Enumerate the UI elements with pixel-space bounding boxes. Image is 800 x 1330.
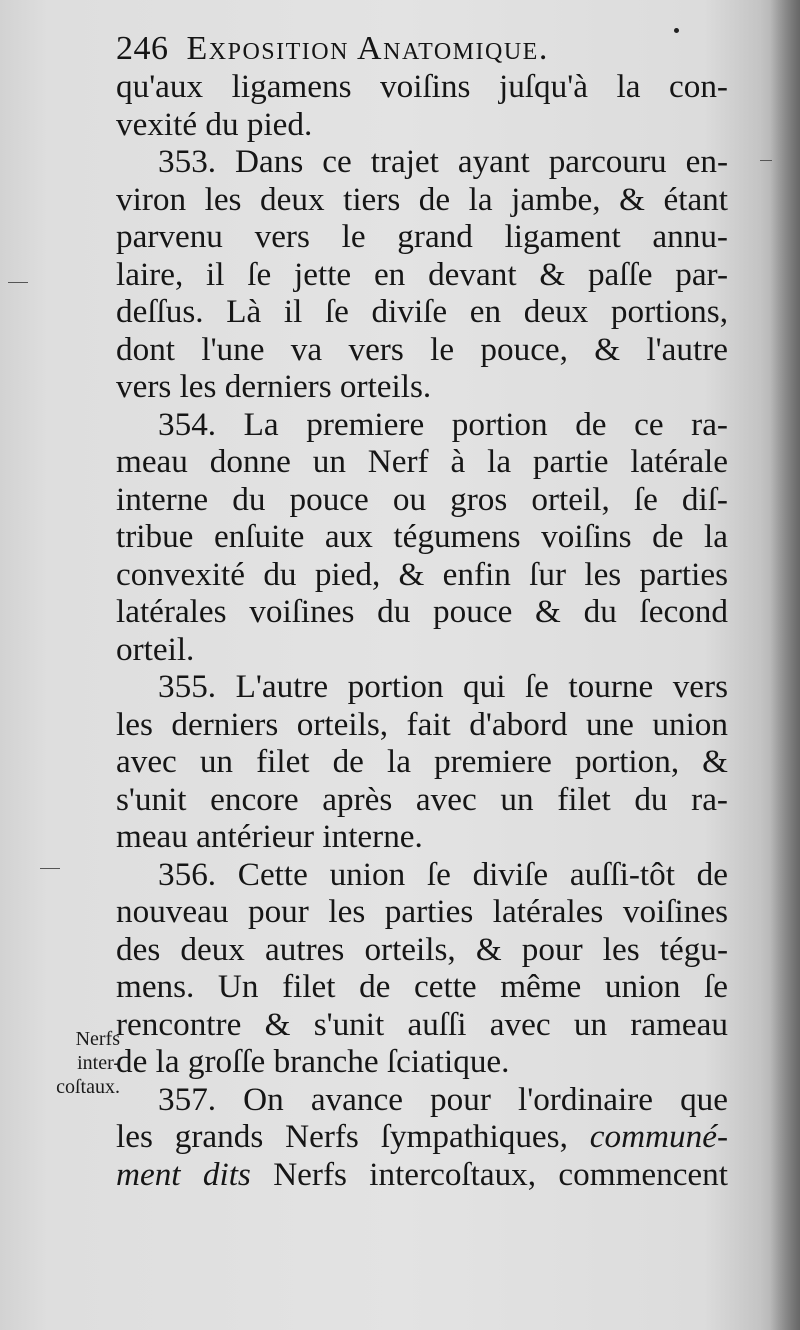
page-number: 246 bbox=[116, 30, 169, 67]
text-line: 355. L'autre portion qui ſe tourne vers bbox=[158, 668, 728, 705]
text-line: tribue enſuite aux tégumens voiſins de la bbox=[116, 518, 728, 555]
running-head bbox=[116, 30, 549, 68]
text-line: mens. Un filet de cette même union ſe bbox=[116, 968, 728, 1005]
margin-mark bbox=[760, 160, 772, 161]
text-line: avec un filet de la premiere portion, & bbox=[116, 743, 728, 780]
text-line: orteil. bbox=[116, 630, 195, 668]
text-line: meau antérieur interne. bbox=[116, 818, 423, 855]
text-line: 353. Dans ce trajet ayant parcouru en- bbox=[158, 143, 728, 180]
text-line: laire, il ſe jette en devant & paſſe par- bbox=[116, 255, 728, 293]
text-line: des deux autres orteils, & pour les tégu- bbox=[116, 930, 728, 968]
text-line: parvenu vers le grand ligament annu- bbox=[116, 218, 728, 255]
text-line: 356. Cette union ſe diviſe auſſi-tôt de bbox=[158, 855, 728, 893]
text-line: les grands Nerfs ſympathiques, communé- bbox=[116, 1118, 728, 1155]
margin-note-line: inter- bbox=[77, 1052, 120, 1074]
text-line: rencontre & s'unit auſſi avec un rameau bbox=[116, 1005, 728, 1043]
margin-mark bbox=[8, 282, 28, 283]
text-line: s'unit encore après avec un filet du ra- bbox=[116, 780, 728, 818]
text-line: vexité du pied. bbox=[116, 105, 313, 143]
text-line: dont l'une va vers le pouce, & l'autre bbox=[116, 330, 728, 368]
page-edge-shadow bbox=[770, 0, 800, 1330]
text-line: les derniers orteils, fait d'abord une union bbox=[116, 705, 728, 743]
text-line: latérales voiſines du pouce & du ſecond bbox=[116, 593, 728, 630]
text-line: vers les derniers orteils. bbox=[116, 368, 432, 405]
margin-note-line: Nerfs bbox=[75, 1028, 120, 1050]
text-line: interne du pouce ou gros orteil, ſe diſ- bbox=[116, 480, 728, 518]
text-line: deſſus. Là il ſe diviſe en deux portions, bbox=[116, 293, 728, 330]
text-line: 354. La premiere portion de ce ra- bbox=[158, 405, 728, 443]
text-line: nouveau pour les parties latérales voiſines bbox=[116, 893, 728, 930]
text-line: ment dits Nerfs intercoſtaux, commencent bbox=[116, 1155, 728, 1193]
text-line: meau donne un Nerf à la partie latérale bbox=[116, 443, 728, 480]
margin-note-line: coſtaux. bbox=[56, 1076, 120, 1098]
margin-mark bbox=[40, 868, 60, 869]
text-line: de la groſſe branche ſciatique. bbox=[116, 1043, 510, 1080]
running-title: Exposition Anatomique. bbox=[186, 30, 549, 67]
text-line: 357. On avance pour l'ordinaire que bbox=[158, 1080, 728, 1118]
text-line: viron les deux tiers de la jambe, & étant bbox=[116, 180, 728, 218]
body-text bbox=[116, 68, 728, 1193]
ink-speck bbox=[674, 28, 679, 33]
text-line: convexité du pied, & enfin ſur les parties bbox=[116, 555, 728, 593]
margin-note bbox=[28, 1027, 120, 1099]
text-line: qu'aux ligamens voiſins juſqu'à la con- bbox=[116, 68, 728, 105]
